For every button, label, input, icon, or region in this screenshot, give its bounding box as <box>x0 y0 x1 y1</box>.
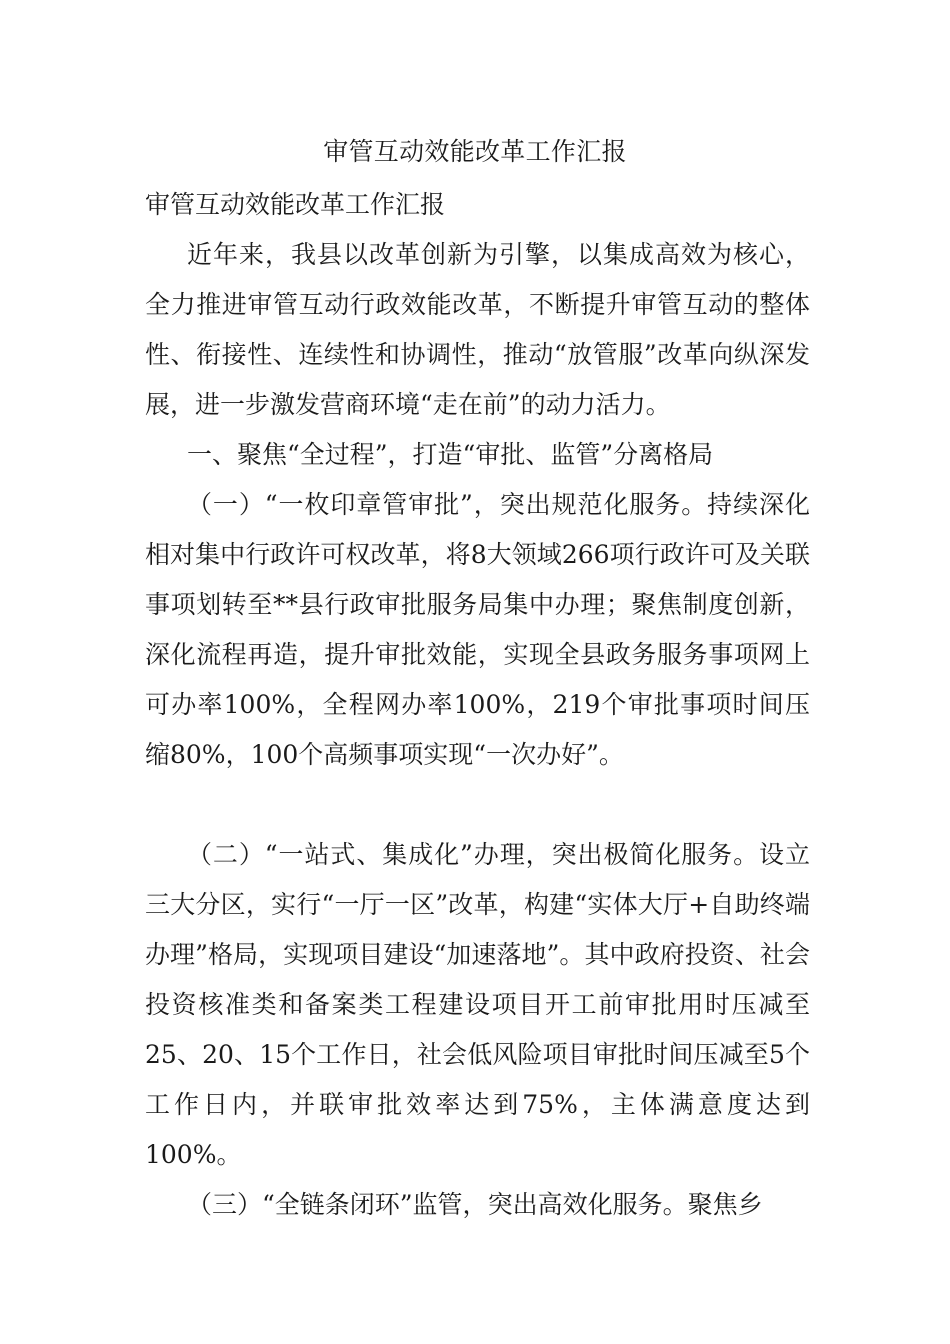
item-two-paragraph: （二）“一站式、集成化”办理，突出极简化服务。设立三大分区，实行“一厅一区”改革，构建“实体大厅+自助终端办理”格局，实现项目建设“加速落地”。其中政府投资、社会投资核准类和备案类工程建设项目开工前审批用时压减至25、20、15个工作日，社会低风险项目审批时间压减至5个工作日内，并联审批效率达到75%，主体满意度达到100%。 <box>145 840 810 1169</box>
item-three-paragraph: （三）“全链条闭环”监管，突出高效化服务。聚焦乡 <box>187 1190 763 1219</box>
section-one-heading: 一、聚焦“全过程”，打造“审批、监管”分离格局 <box>187 440 714 469</box>
intro-paragraph: 近年来，我县以改革创新为引擎，以集成高效为核心，全力推进审管互动行政效能改革，不断提升审管互动的整体性、衔接性、连续性和协调性，推动“放管服”改革向纵深发展，进一步激发营商环境“走在前”的动力活力。 <box>145 240 810 419</box>
document-title: 审管互动效能改革工作汇报 <box>323 137 627 166</box>
document-subtitle: 审管互动效能改革工作汇报 <box>145 190 446 219</box>
item-one-paragraph: （一）“一枚印章管审批”，突出规范化服务。持续深化相对集中行政许可权改革，将8大领域266项行政许可及关联事项划转至**县行政审批服务局集中办理；聚焦制度创新，深化流程再造，提升审批效能，实现全县政务服务事项网上可办率100%，全程网办率100%，219个审批事项时间压缩80%，100个高频事项实现“一次办好”。 <box>145 490 810 769</box>
